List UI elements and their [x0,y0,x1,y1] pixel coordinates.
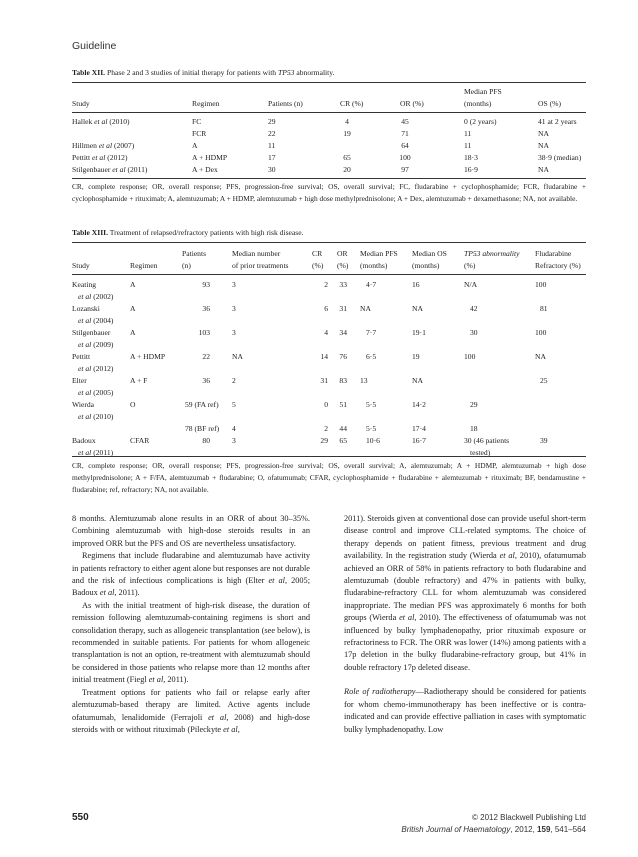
t12-cell: 41 at 2 years [538,117,577,126]
t13-cell-flud: 25 [540,376,548,385]
t13-cell-pfs: 5·5 [366,424,377,433]
t12-cell: 0 (2 years) [464,117,497,126]
t13-cell-flud: 39 [540,436,548,445]
table13-title: Treatment of relapsed/refractory patients with high risk disease. [109,228,304,237]
t13-cell-patients: 36 [202,304,210,313]
t13-cell-patients: 80 [202,436,210,445]
t12-header-pfs-unit: (months) [464,99,492,108]
t12-cell: A + Dex [192,165,218,174]
t13-cell-prior: 5 [232,400,236,409]
t13-cell-cr: 29 [320,436,328,445]
t12-cell: 100 [399,153,411,162]
t13-cell-prior: 3 [232,328,236,337]
t12-cell: NA [538,129,549,138]
t13-cell-regimen: A [130,328,136,337]
t12-cell: 11 [464,129,472,138]
t12-header-cr: CR (%) [340,99,364,108]
t13-cell-tp53: 100 [464,352,476,361]
t12-cell: A + HDMP [192,153,228,162]
t13-cell-os: NA [412,304,423,313]
t12-cell: 16·9 [464,165,478,174]
t13-cell-patients: 93 [202,280,210,289]
table12-title-post: abnormality. [294,68,335,77]
t13-cell-os: 16·7 [412,436,426,445]
t12-cell: 4 [345,117,349,126]
t13-cell-cr: 6 [324,304,328,313]
table12-footnote: CR, complete response; OR, overall response; PFS, progression-free survival; OS, overall survival; FC, fludarabine + cyclophosphamide; FCR, fludarabine + cyclophosphamide + rituximab; A, alemtuzumab; A + HDMP, alemtuzumab + high dose methylprednisolone; A + Dex, alemtuzumab + dexamethasone; NA, not available. [72,182,586,203]
t13-cell-os: NA [412,376,423,385]
t13-cell-flud: 81 [540,304,548,313]
t13-cell-prior: 3 [232,304,236,313]
body-paragraph: Regimens that include fludarabine and alemtuzumab have activity in patients refractory to either agent alone but responses are not durable and the risk of infectious complications is high (Elter et al, 2005; Badoux et al, 2011). [72,551,311,598]
body-paragraph: 2011). Steroids given at conventional dose can provide useful short-term disease control and improve CLL-related symptoms. The choice of therapy depends on patient fitness, previous treatment and drug availability. In the registration study (Wierda et al, 2010), ofatumumab achieved an ORR of 58% in patients refractory to both fludarabine and alemtuzumab (double refractory) and 47% in patients with bulky, fludarabine-refractory CLL for whom alemtuzumab was considered inappropriate. The median PFS was approximately 6 months for both groups (Wierda et al, 2010). The effectiveness of ofatumumab was not influenced by bulky lymphadenopathy, prior rituximab exposure or refractoriness to FCR. The ORR was lower (14%) among patients with a 17p deletion in the bulky fludarabine-refractory group, but 41% in double refractory 17p deleted disease. [344,514,587,672]
t13-cell-study: Wierda [72,400,95,409]
t13-cell-cr: 2 [324,280,328,289]
t13-cell-or: 65 [339,436,347,445]
t12-cell: 20 [343,165,351,174]
t13-header-or-unit: (%) [337,261,349,270]
t13-cell-study: Elter [72,376,87,385]
t12-header-pfs: Median PFS [464,87,502,96]
t13-header-tp53-unit: (%) [464,261,476,270]
table12-title-pre: Phase 2 and 3 studies of initial therapy for patients with [106,68,279,77]
journal-name: British Journal of Haematology [401,825,511,834]
t13-cell-os: 17·4 [412,424,426,433]
t12-header-os: OS (%) [538,99,561,108]
t13-cell-prior: 4 [232,424,236,433]
t13-cell-or: 83 [339,376,347,385]
t13-cell-pfs: 6·5 [366,352,377,361]
t12-cell: 97 [401,165,409,174]
t12-cell: 65 [343,153,351,162]
t13-cell-tp53: N/A [464,280,478,289]
section-heading: Role of radiotherapy [344,687,416,697]
table13-bottom-rule [72,456,586,457]
t12-cell-study: Stilgenbauer et al (2011) [72,165,148,174]
t13-cell-flud: 100 [535,328,547,337]
t13-cell-prior: NA [232,352,243,361]
t13-cell-or: 44 [339,424,347,433]
t12-cell: 22 [268,129,276,138]
t13-cell-cr: 4 [324,328,328,337]
t12-cell-study: Pettitt et al (2012) [72,153,128,162]
copyright [401,812,586,836]
t12-header-or: OR (%) [400,99,424,108]
t12-cell: 30 [268,165,276,174]
t13-cell-tp53: 18 [470,424,478,433]
running-head: Guideline [72,40,117,52]
t13-cell-regimen: A + F [130,376,148,385]
t12-cell: 11 [268,141,276,150]
table13-top-rule [72,242,586,243]
t13-cell-tp53: 30 [470,328,478,337]
t13-cell-prior: 3 [232,280,236,289]
t13-header-tp53: TP53 abnormality [464,249,520,258]
t13-header-os-unit: (months) [412,261,440,270]
body-paragraph: 8 months. Alemtuzumab alone results in an ORR of about 30–35%. Combining alemtuzumab with high-dose steroids results in an improved ORR but the PFS and OS are nevertheless unsatisfactory. [72,514,310,548]
t12-header-regimen: Regimen [192,99,220,108]
t13-cell-study: Keating [72,280,97,289]
t12-cell: A [192,141,198,150]
t13-cell-flud: 100 [535,280,547,289]
t13-cell-flud: NA [535,352,546,361]
t13-header-cr: CR [312,249,323,258]
table13-label: Table XIII. [72,228,109,237]
t13-cell-study: et al (2002) [78,292,114,301]
t12-cell: 64 [401,141,409,150]
t13-cell-study: Badoux [72,436,96,445]
t13-header-median-prior: Median number [232,249,281,258]
t13-cell-pfs: 10·6 [366,436,380,445]
t13-header-os: Median OS [412,249,447,258]
t13-cell-cr: 31 [320,376,328,385]
t12-cell-study: Hillmen et al (2007) [72,141,135,150]
journal-year: , 2012, [510,825,538,834]
t13-cell-or: 33 [339,280,347,289]
journal-volume: 159 [537,825,551,834]
table12-label: Table XII. [72,68,106,77]
t13-header-patients-unit: (n) [182,261,191,270]
t13-header-pfs: Median PFS [360,249,398,258]
t12-cell: 71 [401,129,409,138]
table12-bottom-rule [72,178,586,179]
t13-cell-study: Stilgenbauer [72,328,111,337]
t12-cell: 19 [343,129,351,138]
t12-cell: FCR [192,129,207,138]
t13-header-flud: Fludarabine [535,249,572,258]
t13-cell-regimen: CFAR [130,436,150,445]
t13-cell-prior: 3 [232,436,236,445]
t13-cell-cr: 2 [324,424,328,433]
t13-cell-prior: 2 [232,376,236,385]
t13-cell-study: et al (2005) [78,388,114,397]
t13-cell-or: 34 [339,328,347,337]
body-paragraph: As with the initial treatment of high-risk disease, the duration of remission following alemtuzumab-containing regimens is short and consolidation therapy, such as allogeneic transplantation (see below), is recommended in suitable patients. For patients for whom allogeneic transplantation is not an option, re-treatment with alemtuzumab should be considered in those patients who relapse more than 12 months after initial treatment (Fiegl et al, 2011). [72,600,310,685]
t13-cell-pfs: 5·5 [366,400,377,409]
table13-caption [72,228,304,237]
t12-cell: 11 [464,141,472,150]
t13-cell-or: 51 [339,400,347,409]
t12-cell: 17 [268,153,276,162]
t13-cell-os: 19·1 [412,328,426,337]
t13-cell-pfs: 13 [360,376,368,385]
t13-cell-patients: 103 [198,328,210,337]
t13-cell-patients: 36 [202,376,210,385]
t13-cell-pfs: 7·7 [366,328,377,337]
table12-caption [72,68,334,77]
t13-cell-os: 14·2 [412,400,426,409]
page-number: 550 [72,812,89,823]
t12-cell: 29 [268,117,276,126]
t13-header-pfs-unit: (months) [360,261,388,270]
t13-cell-regimen: A [130,304,136,313]
t13-cell-study: Lozanski [72,304,100,313]
t13-cell-regimen: A + HDMP [130,352,166,361]
t13-cell-study: Pettitt [72,352,91,361]
body-right-column [344,513,586,736]
t12-cell: 38·9 (median) [538,153,582,162]
t13-cell-cr: 0 [324,400,328,409]
t13-cell-tp53: 29 [470,400,478,409]
t13-cell-os: 16 [412,280,420,289]
t12-cell: 45 [401,117,409,126]
t13-header-flud-2: Refractory (%) [535,261,581,270]
t13-cell-study: et al (2010) [78,412,114,421]
t13-cell-tp53: tested) [470,448,491,457]
body-paragraph: Role of radiotherapy—Radiotherapy should be considered for patients for whom chemo-immunotherapy has been ineffective or is contra-indicated and can provide effective palliation in cases with symptomatic bulky lymphadenopathy. Low [344,687,586,734]
table12-header-rule [72,112,586,113]
t13-header-study: Study [72,261,90,270]
t13-cell-pfs: NA [360,304,371,313]
t13-cell-study: et al (2004) [78,316,114,325]
t13-cell-os: 19 [412,352,420,361]
t12-header-study: Study [72,99,90,108]
table12-top-rule [72,82,586,83]
t13-cell-cr: 14 [320,352,328,361]
journal-pages: , 541–564 [550,825,586,834]
t13-header-median-prior-2: of prior treatments [232,261,289,270]
t13-cell-patients: 78 (BF ref) [185,424,220,433]
table12-title-gene: TP53 [278,68,295,77]
t12-cell: 18·3 [464,153,478,162]
t13-header-regimen: Regimen [130,261,158,270]
journal-citation [401,824,586,836]
t13-cell-or: 31 [339,304,347,313]
t12-cell-study: Hallek et al (2010) [72,117,130,126]
t12-cell: FC [192,117,202,126]
body-paragraph: Treatment options for patients who fail or relapse early after alemtuzumab-based therapy are limited. Active agents include ofatumumab, lenalidomide (Ferrajoli et al, 2008) and high-dose steroids with or without rituximab (Pileckyte et al, [72,687,310,734]
t13-header-cr-unit: (%) [312,261,324,270]
t13-cell-study: et al (2011) [78,448,114,457]
t13-cell-pfs: 4·7 [366,280,377,289]
table13-header-rule [72,274,586,275]
t12-header-patients: Patients (n) [268,99,303,108]
t13-cell-regimen: O [130,400,136,409]
t13-cell-patients: 59 (FA ref) [185,400,219,409]
t13-cell-study: et al (2009) [78,340,114,349]
t12-cell: NA [538,141,549,150]
t13-cell-or: 76 [339,352,347,361]
t13-cell-tp53: 42 [470,304,478,313]
t13-header-patients: Patients [182,249,207,258]
t12-cell: NA [538,165,549,174]
t13-cell-tp53: 30 (46 patients [464,436,510,445]
body-left-column [72,513,310,736]
t13-header-or: OR [337,249,348,258]
copyright-line: © 2012 Blackwell Publishing Ltd [472,813,586,822]
t13-cell-study: et al (2012) [78,364,114,373]
t13-cell-regimen: A [130,280,136,289]
table13-footnote: CR, complete response; OR, overall response; PFS, progression-free survival; OS, overall survival; A, alemtuzumab; A + HDMP, alemtuzumab + high dose methylprednisolone; A + F/FA, alemtuzumab + fludarabine; O, ofatumumab; CFAR, cyclophosphamide + fludarabine + alemtuzumab + rituximab; BF, bendamustine + fludarabine; ref, refractory; NA, not available. [72,461,586,494]
t13-cell-patients: 22 [202,352,210,361]
